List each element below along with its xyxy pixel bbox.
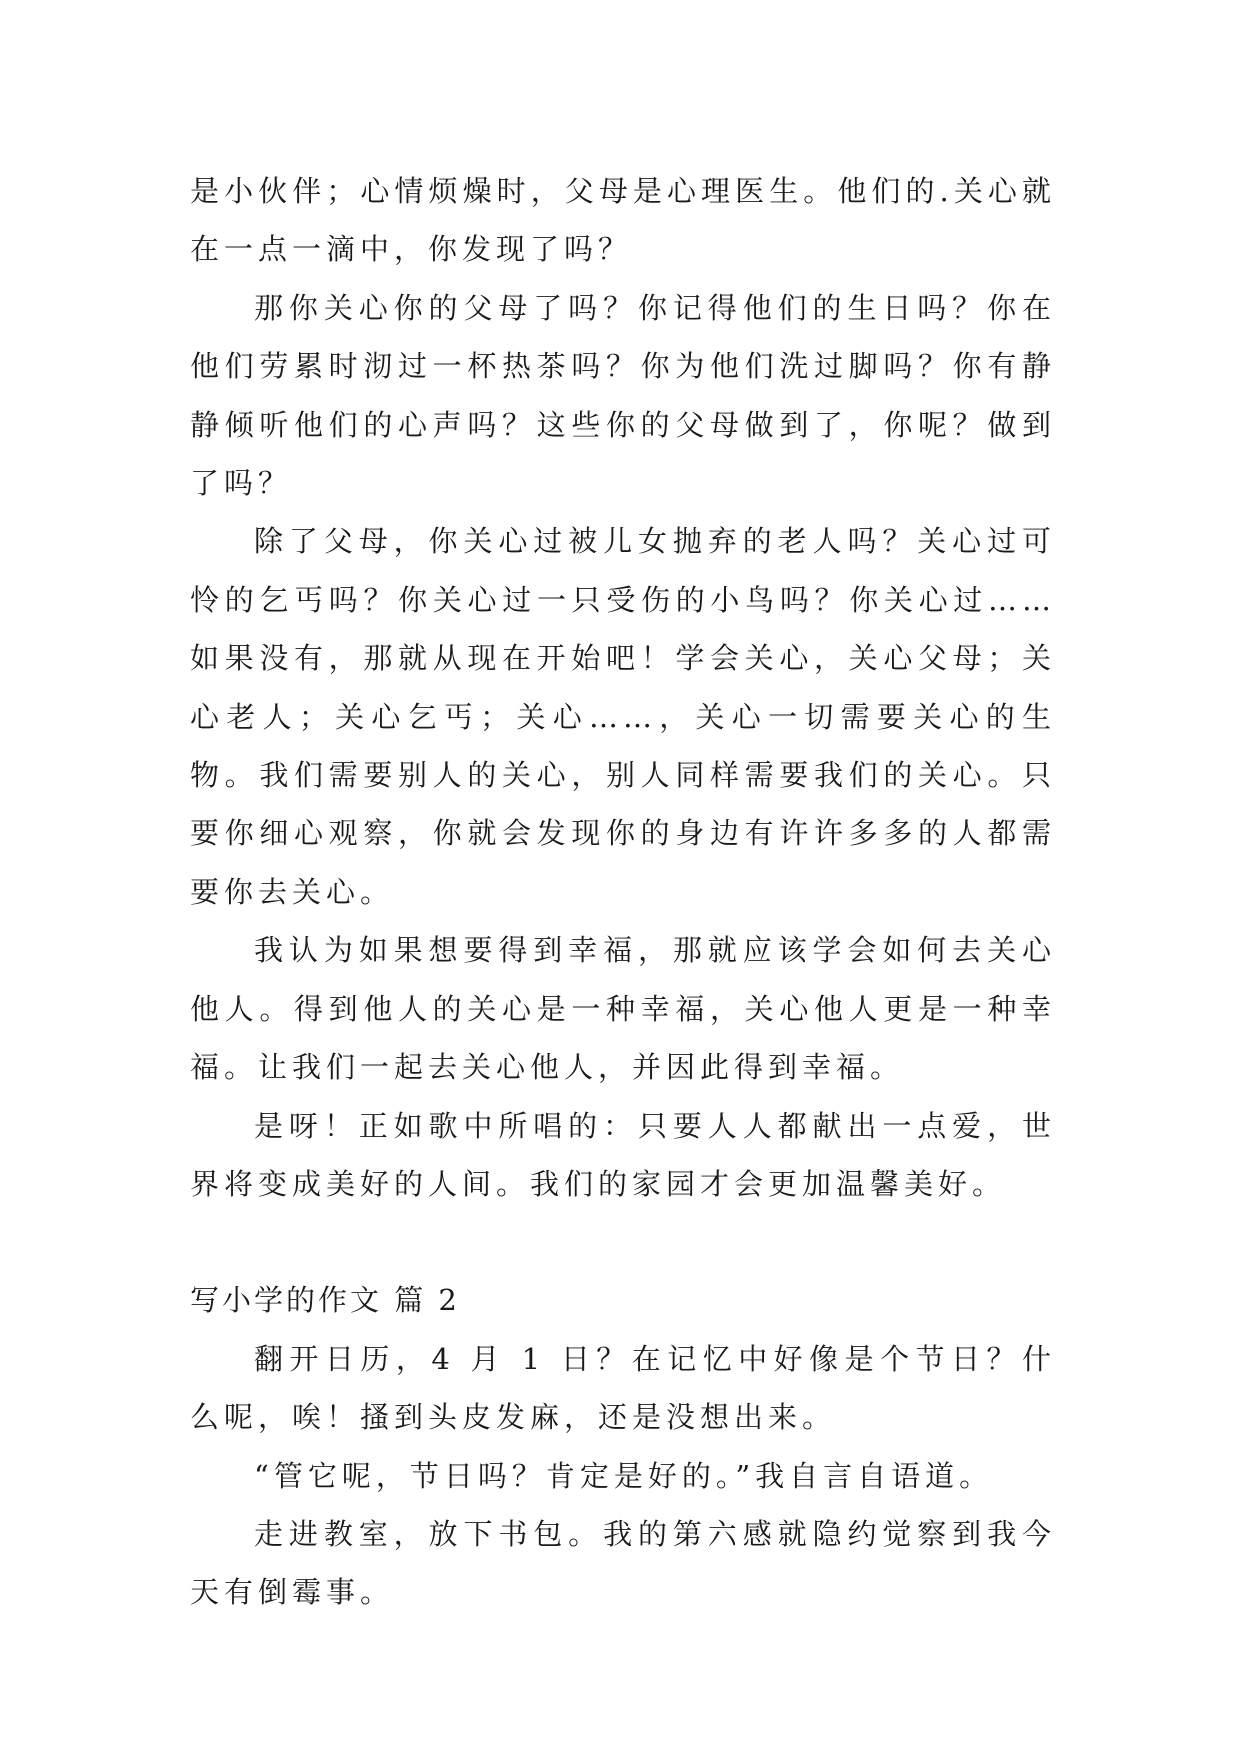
paragraph: 除了父母，你关心过被儿女抛弃的老人吗？关心过可怜的乞丐吗？你关心过一只受伤的小鸟吗？你关心过……如果没有，那就从现在开始吧！学会关心，关心父母；关心老人；关心乞丐；关心……，关心一切需要关心的生物。我们需要别人的关心，别人同样需要我们的关心。只要你细心观察，你就会发现你的身边有许许多多的人都需要你去关心。 <box>190 524 1056 909</box>
section-heading: 写小学的作文 篇 2 <box>190 1283 460 1318</box>
paragraph: “管它呢，节日吗？肯定是好的。”我自言自语道。 <box>254 1458 994 1493</box>
document-body <box>190 162 1056 1622</box>
paragraph: 我认为如果想要得到幸福，那就应该学会如何去关心他人。得到他人的关心是一种幸福，关心他人更是一种幸福。让我们一起去关心他人，并因此得到幸福。 <box>190 933 1056 1085</box>
paragraph: 那你关心你的父母了吗？你记得他们的生日吗？你在他们劳累时沏过一杯热茶吗？你为他们洗过脚吗？你有静静倾听他们的心声吗？这些你的父母做到了，你呢？做到了吗？ <box>190 290 1056 501</box>
paragraph: 是小伙伴；心情烦燥时，父母是心理医生。他们的.关心就在一点一滴中，你发现了吗？ <box>190 174 1056 267</box>
paragraph: 翻开日历，4 月 1 日？在记忆中好像是个节日？什么呢，唉！搔到头皮发麻，还是没想出来。 <box>190 1341 1056 1435</box>
paragraph: 走进教室，放下书包。我的第六感就隐约觉察到我今天有倒霉事。 <box>190 1516 1056 1610</box>
paragraph: 是呀！正如歌中所唱的：只要人人都献出一点爱，世界将变成美好的人间。我们的家园才会更加温馨美好。 <box>190 1108 1056 1201</box>
section-spacer <box>190 1213 1056 1271</box>
